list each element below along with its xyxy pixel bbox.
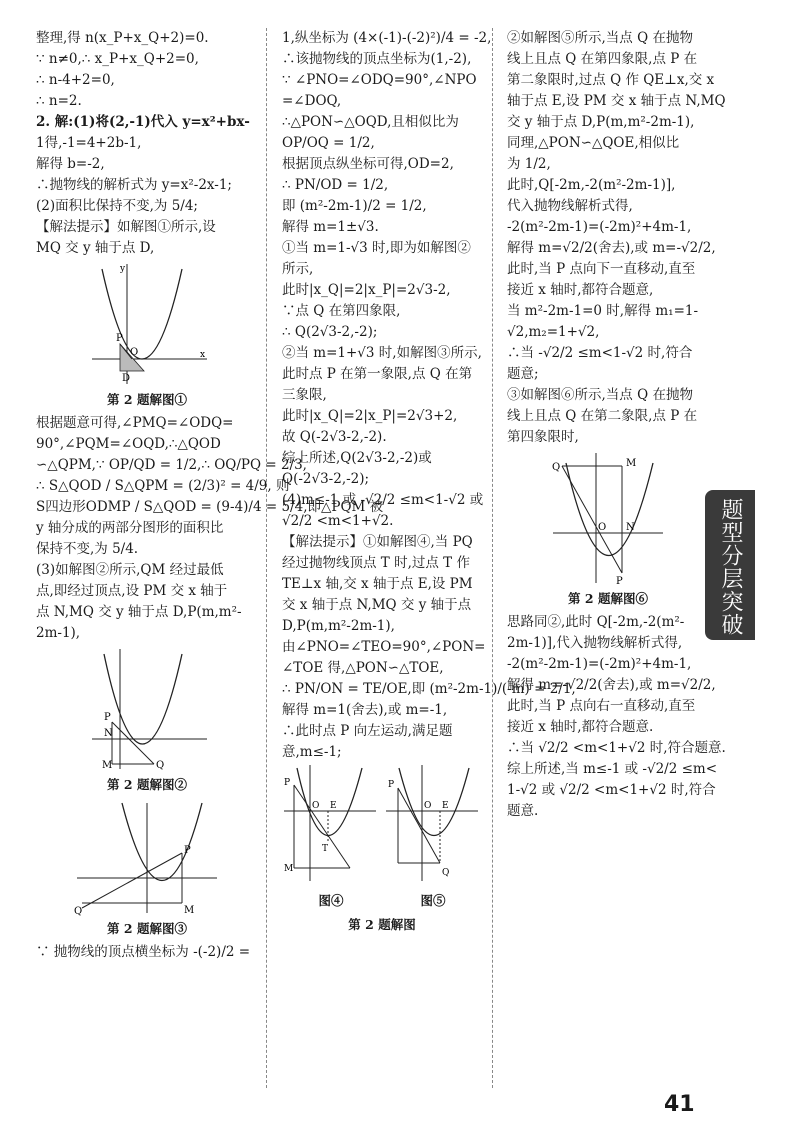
figure-1 [82, 259, 212, 389]
text-line: y 轴分成的两部分图形的面积比 [36, 520, 224, 536]
column-divider [492, 28, 493, 1088]
figure-4 [282, 763, 378, 883]
point-label: Q [442, 868, 450, 878]
text-line: ②如解图⑤所示,当点 Q 在抛物 [507, 30, 693, 46]
text-line: 线上且点 Q 在第二象限,点 P 在 [507, 408, 698, 424]
figure-5 [384, 763, 480, 883]
point-label: E [442, 801, 449, 811]
point-label: Q [552, 462, 561, 473]
figure-row [282, 763, 482, 914]
text-line: (2)面积比保持不变,为 5/4; [36, 198, 198, 214]
text-line: 当 m²-2m-1=0 时,解得 m₁=1- [507, 303, 699, 319]
text-line: 整理,得 n(x_P+x_Q+2)=0. [36, 30, 209, 46]
text-line: -2(m²-2m-1)=(-2m)²+4m-1, [507, 656, 692, 672]
text-line: MQ 交 y 轴于点 D, [36, 240, 155, 256]
text-line: ∴当 √2/2 <m<1+√2 时,符合题意. [507, 740, 726, 756]
text-line: 接近 x 轴时,都符合题意. [507, 719, 654, 735]
text-line: 解得 m=1±√3. [282, 219, 379, 235]
text-line: 2. 解:(1)将(2,-1)代入 y=x²+bx- [36, 114, 250, 130]
text-line: 1-√2 或 √2/2 <m<1+√2 时,符合 [507, 782, 716, 798]
text-line: 同理,△PON∽△QOE,相似比 [507, 135, 680, 151]
text-line: 经过抛物线顶点 T 时,过点 T 作 [282, 555, 470, 571]
text-line: 所示, [282, 261, 314, 277]
text-line: 轴于点 E,设 PM 交 x 轴于点 N,MQ [507, 93, 726, 109]
figure-caption: 图④ [318, 893, 344, 908]
text-line: 解得 m=-√2/2(舍去),或 m=√2/2, [507, 677, 716, 693]
text-line: 【解法提示】如解图①所示,设 [36, 219, 216, 235]
text-line: ∴ S△QOD / S△QPM = (2/3)² = 4/9, 则 [36, 478, 290, 494]
figure-caption: 图⑤ [420, 893, 446, 908]
text-line: 接近 x 轴时,都符合题意, [507, 282, 654, 298]
text-line: 90°,∠PQM=∠OQD,∴△QOD [36, 436, 221, 452]
point-label: N [626, 522, 635, 533]
text-line: ①当 m=1-√3 时,即为如解图② [282, 240, 471, 256]
point-label: P [116, 333, 123, 344]
text-line: -2(m²-2m-1)=(-2m)²+4m-1, [507, 219, 692, 235]
text-line: ③如解图⑥所示,当点 Q 在抛物 [507, 387, 693, 403]
figure-caption: 第 2 题解图③ [107, 921, 187, 936]
text-line: ∴ Q(2√3-2,-2); [282, 324, 378, 340]
text-line: ∴该抛物线的顶点坐标为(1,-2), [282, 51, 472, 67]
text-line: ∠TOE 得,△PON∽△TOE, [282, 660, 444, 676]
text-line: (4)m≤-1 或 -√2/2 ≤m<1-√2 或 [282, 492, 484, 508]
point-label: P [616, 576, 623, 587]
text-line: 2m-1), [36, 625, 81, 641]
point-label: P [104, 712, 111, 723]
text-line: 1得,-1=4+2b-1, [36, 135, 142, 151]
text-line: 解得 b=-2, [36, 156, 105, 172]
text-line: 此时|x_Q|=2|x_P|=2√3-2, [282, 282, 451, 298]
text-line: 此时点 P 在第一象限,点 Q 在第 [282, 366, 473, 382]
text-line: ∴此时点 P 向左运动,满足题 [282, 723, 453, 739]
text-line: 此时,Q[-2m,-2(m²-2m-1)], [507, 177, 676, 193]
text-line: 此时,当 P 点向下一直移动,直至 [507, 261, 696, 277]
figure-caption: 第 2 题解图 [348, 917, 416, 932]
text-line: 即 (m²-2m-1)/2 = 1/2, [282, 198, 427, 214]
text-line: 意,m≤-1; [282, 744, 342, 760]
text-line: 代入抛物线解析式得, [507, 198, 633, 214]
text-line: 题意. [507, 803, 539, 819]
text-line: 交 y 轴于点 D,P(m,m²-2m-1), [507, 114, 695, 130]
text-line: 交 x 轴于点 N,MQ 交 y 轴于点 [282, 597, 472, 613]
text-line: 解得 m=1(舍去),或 m=-1, [282, 702, 448, 718]
point-label: P [388, 780, 395, 790]
text-line: 第四象限时, [507, 429, 579, 445]
text-line: ∴△PON∽△OQD,且相似比为 [282, 114, 459, 130]
text-line: ②当 m=1+√3 时,如解图③所示, [282, 345, 482, 361]
text-line: 此时|x_Q|=2|x_P|=2√3+2, [282, 408, 458, 424]
text-line: 思路同②,此时 Q[-2m,-2(m²- [507, 614, 685, 630]
text-line: =∠DOQ, [282, 93, 342, 109]
text-line: Q(-2√3-2,-2); [282, 471, 370, 487]
point-label: T [322, 844, 329, 854]
point-label: O [312, 801, 320, 811]
point-label: O [130, 347, 139, 358]
point-label: N [104, 728, 113, 739]
text-line: OP/OQ = 1/2, [282, 135, 375, 151]
text-line: 为 1/2, [507, 156, 551, 172]
figure-caption: 第 2 题解图① [107, 392, 187, 407]
section-tab-label: 题型分层突破 [718, 498, 743, 636]
text-line: ∵ 抛物线的顶点横坐标为 -(-2)/2 = [36, 944, 251, 960]
text-line: ∵ n≠0,∴ x_P+x_Q+2=0, [36, 51, 199, 67]
point-label: M [284, 864, 294, 874]
text-line: ∴ PN/ON = TE/OE,即 (m²-2m-1)/(-m) = 2/1, [282, 681, 576, 697]
point-label: O [598, 522, 607, 533]
figure-6 [548, 448, 668, 588]
point-label: P [284, 778, 291, 788]
text-line: ∴ n=2. [36, 93, 82, 109]
figure-caption: 第 2 题解图② [107, 777, 187, 792]
text-line: ∴ PN/OD = 1/2, [282, 177, 389, 193]
text-line: ∴抛物线的解析式为 y=x²-2x-1; [36, 177, 232, 193]
point-label: E [330, 801, 337, 811]
point-label: D [122, 373, 131, 384]
text-line: ∵ ∠PNO=∠ODQ=90°,∠NPO [282, 72, 477, 88]
text-line: 【解法提示】①如解图④,当 PQ [282, 534, 473, 550]
point-label: M [626, 458, 637, 469]
column-divider [266, 28, 267, 1088]
text-line: 根据顶点纵坐标可得,OD=2, [282, 156, 454, 172]
text-line: 综上所述,当 m≤-1 或 -√2/2 ≤m< [507, 761, 718, 777]
text-line: 题意; [507, 366, 539, 382]
text-line: 点 N,MQ 交 y 轴于点 D,P(m,m²- [36, 604, 242, 620]
text-line: √2,m₂=1+√2, [507, 324, 600, 340]
text-line: ∵点 Q 在第四象限, [282, 303, 401, 319]
text-line: TE⊥x 轴,交 x 轴于点 E,设 PM [282, 576, 473, 592]
text-line: 由∠PNO=∠TEO=90°,∠PON= [282, 639, 486, 655]
text-line: S四边形ODMP / S△QOD = (9-4)/4 = 5/4,即△PQM 被 [36, 499, 384, 515]
point-label: M [102, 760, 113, 771]
section-tab [705, 490, 755, 640]
text-line: 综上所述,Q(2√3-2,-2)或 [282, 450, 432, 466]
column-3 [507, 28, 726, 822]
text-line: 第二象限时,过点 Q 作 QE⊥x,交 x [507, 72, 715, 88]
text-line: 2m-1)],代入抛物线解析式得, [507, 635, 683, 651]
text-line: 1,纵坐标为 (4×(-1)-(-2)²)/4 = -2, [282, 30, 492, 46]
text-line: ∴当 -√2/2 ≤m<1-√2 时,符合 [507, 345, 693, 361]
point-label: Q [156, 760, 165, 771]
text-line: 线上且点 Q 在第四象限,点 P 在 [507, 51, 698, 67]
page-number: 41 [664, 1092, 695, 1117]
point-label: Q [74, 906, 83, 917]
text-line: 三象限, [282, 387, 327, 403]
text-line: (3)如解图②所示,QM 经过最低 [36, 562, 224, 578]
point-label: M [184, 905, 195, 916]
text-line: 解得 m=√2/2(舍去),或 m=-√2/2, [507, 240, 716, 256]
text-line: ∴ n-4+2=0, [36, 72, 115, 88]
text-line: ∽△QPM,∵ OP/QD = 1/2,∴ OQ/PQ = 2/3, [36, 457, 307, 473]
point-label: O [424, 801, 432, 811]
text-line: 保持不变,为 5/4. [36, 541, 139, 557]
figure-caption: 第 2 题解图⑥ [568, 591, 648, 606]
text-line: D,P(m,m²-2m-1), [282, 618, 395, 634]
point-label: P [184, 845, 191, 856]
text-line: √2/2 <m<1+√2. [282, 513, 394, 529]
axis-label: x [200, 350, 206, 360]
text-line: 根据题意可得,∠PMQ=∠ODQ= [36, 415, 234, 431]
axis-label: y [120, 264, 126, 274]
text-line: 故 Q(-2√3-2,-2). [282, 429, 387, 445]
text-line: 此时,当 P 点向右一直移动,直至 [507, 698, 696, 714]
text-line: 点,即经过顶点,设 PM 交 x 轴于 [36, 583, 228, 599]
figure-3 [72, 798, 222, 918]
figure-2 [82, 644, 212, 774]
